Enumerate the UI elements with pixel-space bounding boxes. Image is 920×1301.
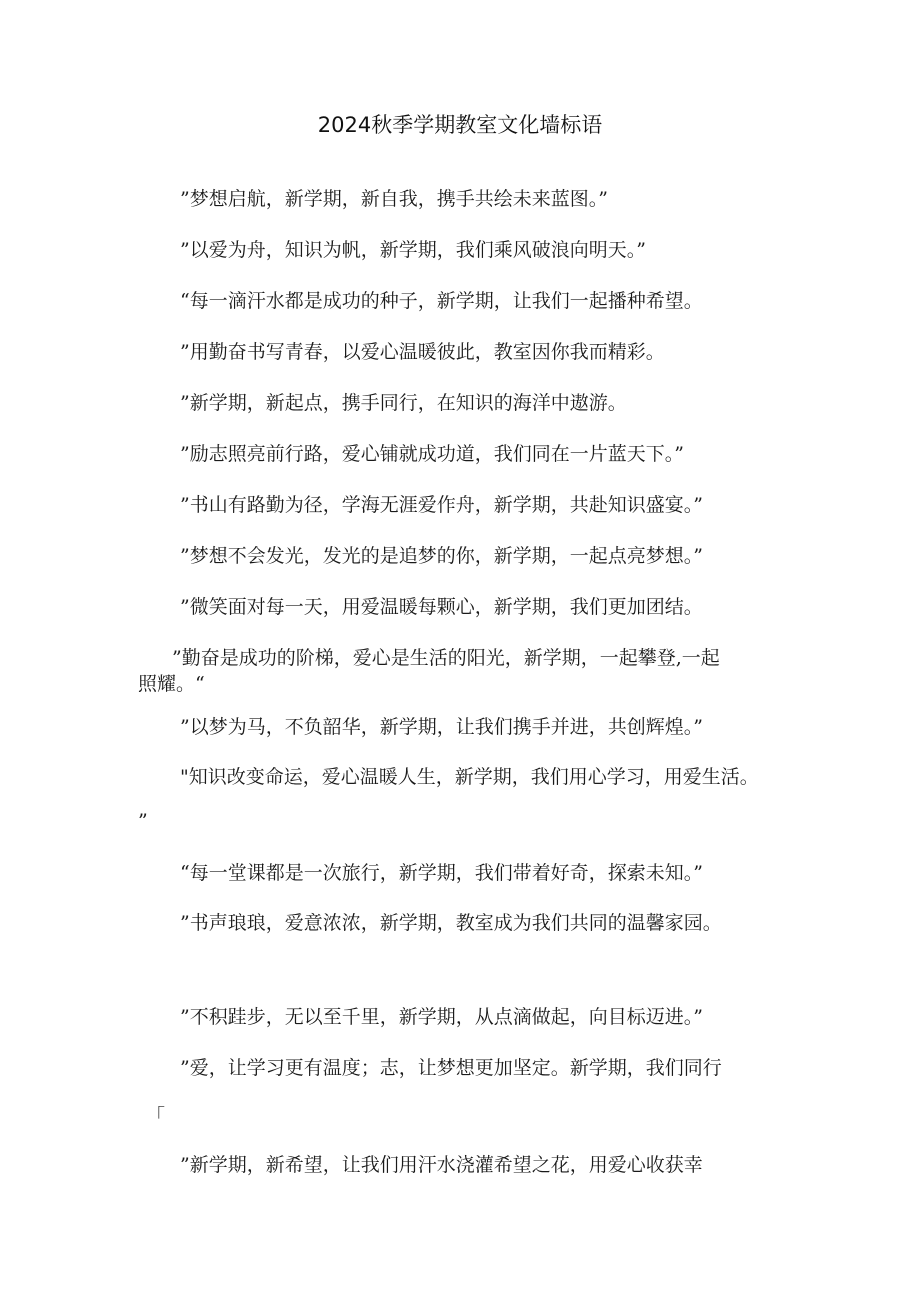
slogan-line-1: ”梦想启航，新学期，新自我，携手共绘未来蓝图。” [180,188,608,210]
slogan-line-10-continued: 照耀。“ [138,673,205,695]
slogan-line-8: ”梦想不会发光，发光的是追梦的你，新学期，一起点亮梦想。” [180,545,703,567]
slogan-line-5: ”新学期，新起点，携手同行，在知识的海洋中遨游。 [180,392,627,414]
slogan-line-9: ”微笑面对每一天，用爱温暖每颗心，新学期，我们更加团结。 [180,596,703,618]
slogan-line-13: “每一堂课都是一次旅行，新学期，我们带着好奇，探索未知。” [180,862,703,884]
slogan-line-16: ”爱，让学习更有温度；志，让梦想更加坚定。新学期，我们同行 [180,1057,722,1079]
slogan-line-2: ”以爱为舟，知识为帆，新学期，我们乘风破浪向明天。” [180,239,646,261]
slogan-line-6: ”励志照亮前行路，爱心铺就成功道，我们同在一片蓝天下。” [180,443,684,465]
document-title: 2024秋季学期教室文化墙标语 [317,113,603,137]
slogan-line-11: ”以梦为马，不负韶华，新学期，让我们携手并进，共创辉煌。” [180,716,703,738]
slogan-line-10: ”勤奋是成功的阶梯，爱心是生活的阳光，新学期，一起攀登,一起 [172,647,720,669]
stray-bracket-mark: 「 [146,1105,166,1127]
slogan-line-17: ”新学期，新希望，让我们用汗水浇灌希望之花，用爱心收获幸 [180,1154,703,1176]
slogan-line-12-continued: ” [138,810,148,832]
slogan-line-14: ”书声琅琅，爱意浓浓，新学期，教室成为我们共同的温馨家园。 [180,912,722,934]
slogan-line-7: ”书山有路勤为径，学海无涯爱作舟，新学期，共赴知识盛宴。” [180,494,703,516]
slogan-line-12: "知识改变命运，爱心温暖人生，新学期，我们用心学习，用爱生活。 [180,766,759,788]
slogan-line-15: ”不积跬步，无以至千里，新学期，从点滴做起，向目标迈进。” [180,1006,703,1028]
slogan-line-3: “每一滴汗水都是成功的种子，新学期，让我们一起播种希望。 [180,290,703,312]
slogan-line-4: ”用勤奋书写青春，以爱心温暖彼此，教室因你我而精彩。 [180,341,665,363]
